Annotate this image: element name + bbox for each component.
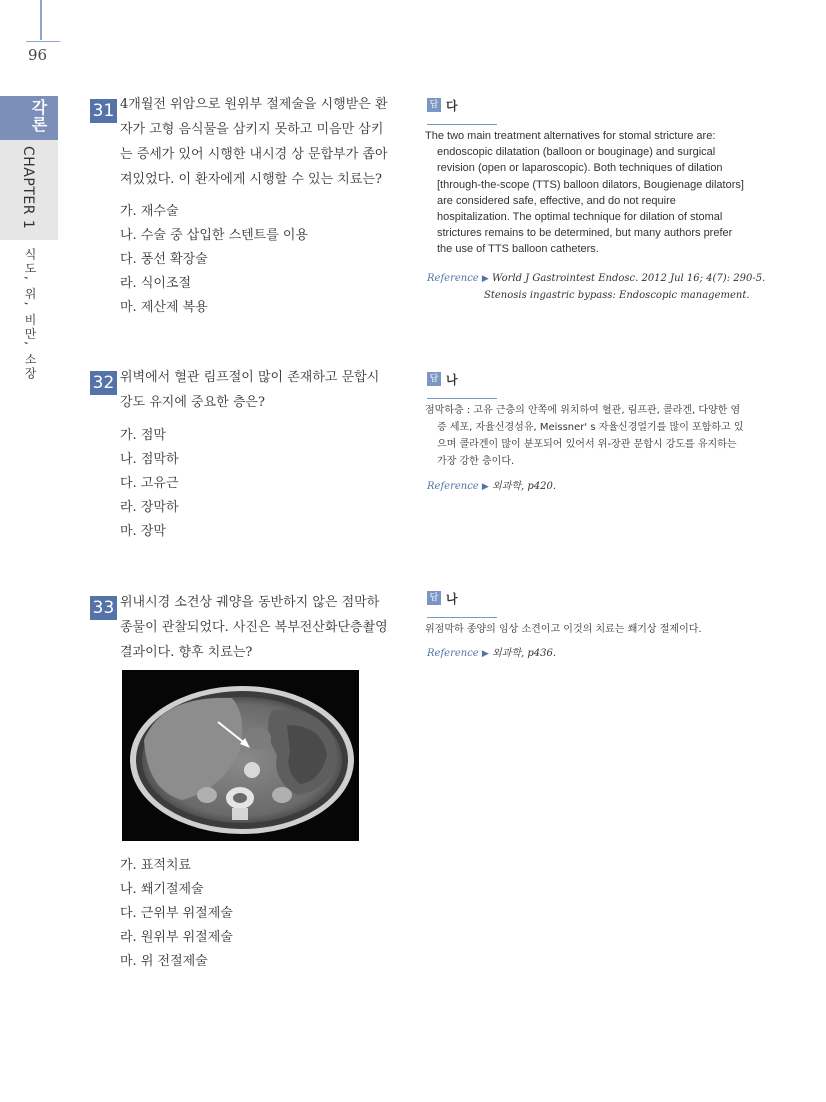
answer-rule [427, 124, 497, 125]
option-item: 마. 위 전절제술 [120, 954, 208, 969]
option-item: 라. 원위부 위절제술 [120, 930, 233, 945]
answer-explanation-33: 위점막하 종양의 임상 소견이고 이것의 치료는 쐐기상 절제이다. [425, 624, 702, 635]
reference-text: 외과학, p420. [492, 481, 557, 492]
answer-explanation-32: 점막하층 : 고유 근층의 안쪽에 위치하여 혈관, 림프관, 콜라겐, 다양한 염증 세포, 자율신경섬유, Meissner' s 자율신경얼기를 많이 포함하고 있으며 콜라겐이 많이 분포되어 있어서 위-장관 문합시 강도를 유지하는 가장 강한 층이다. [425, 405, 744, 467]
question-number-33: 33 [90, 596, 117, 620]
question-text-31: 4개월전 위암으로 원위부 절제술을 시행받은 환자가 고형 음식물을 삼키지 못하고 미음만 삼키는 증세가 있어 시행한 내시경 상 문합부가 좁아져있었다. 이 환자에게 시행할 수 있는 치료는? [120, 97, 388, 187]
option-item: 나. 점막하 [120, 452, 179, 467]
answer-tag: 답 [427, 98, 441, 112]
option-item: 라. 식이조절 [120, 276, 192, 291]
reference-label: Reference [427, 273, 479, 284]
option-item: 다. 풍선 확장술 [120, 252, 208, 267]
page-number-line [40, 0, 42, 40]
option-item: 나. 수술 중 삽입한 스텐트를 이용 [120, 228, 309, 243]
answer-value: 나 [446, 372, 458, 387]
reference-arrow-icon: ▶ [481, 482, 489, 492]
answer-value: 나 [446, 591, 458, 606]
answer-tag: 답 [427, 591, 441, 605]
question-number-31: 31 [90, 99, 117, 123]
ct-scan-image [122, 670, 359, 841]
reference-text: 외과학, p436. [492, 648, 557, 659]
subject-label: 식도, 위, 비만, 소장 [23, 248, 37, 381]
option-list-33 [120, 854, 233, 974]
question-text-33: 위내시경 소견상 궤양을 동반하지 않은 점막하 종물이 관찰되었다. 사진은 복부전산화단층촬영 결과이다. 향후 치료는? [120, 595, 388, 660]
answer-header-32 [427, 369, 458, 389]
ct-scan-graphic [122, 670, 359, 841]
option-item: 가. 표적치료 [120, 858, 192, 873]
reference-label: Reference [427, 481, 479, 492]
answer-rule [427, 617, 497, 618]
option-item: 가. 재수술 [120, 204, 179, 219]
option-list-31 [120, 200, 308, 320]
answer-tag: 답 [427, 372, 441, 386]
option-item: 나. 쐐기절제술 [120, 882, 204, 897]
option-item: 가. 점막 [120, 428, 166, 443]
option-item: 마. 제산제 복용 [120, 300, 208, 315]
reference-32 [427, 478, 556, 496]
reference-33 [427, 645, 556, 663]
reference-arrow-icon: ▶ [481, 274, 489, 284]
page-number-rule [26, 41, 60, 42]
answer-value: 다 [446, 98, 458, 113]
reference-text: World J Gastrointest Endosc. 2012 Jul 16; 4(7): 290-5. [492, 273, 766, 284]
answer-rule [427, 398, 497, 399]
chapter-label: CHAPTER 1 [20, 146, 36, 230]
option-list-32 [120, 424, 179, 544]
reference-label: Reference [427, 648, 479, 659]
answer-explanation-31: The two main treatment alternatives for stomal stricture are: endoscopic dilatation (balloon or bouginage) and surgical revision (open or laparoscopic). Both techniques of dilation [through-the-scope (TTS) balloon dilators, Bougienage dilators] are considered safe, effective, and do not require hospitalization. The optimal technique for dilation of stomal strictures remains to be determined, but many authors prefer the use of TTS balloon catheters. [425, 130, 744, 256]
page-number: 96 [28, 46, 48, 64]
answer-header-31 [427, 95, 458, 115]
side-tab-label: 각론 [29, 99, 48, 133]
answer-header-33 [427, 588, 458, 608]
option-item: 라. 장막하 [120, 500, 179, 515]
question-text-32: 위벽에서 혈관 림프절이 많이 존재하고 문합시 강도 유지에 중요한 층은? [120, 370, 380, 410]
reference-arrow-icon: ▶ [481, 649, 489, 659]
option-item: 마. 장막 [120, 524, 166, 539]
option-item: 다. 고유근 [120, 476, 179, 491]
question-number-32: 32 [90, 371, 117, 395]
option-item: 다. 근위부 위절제술 [120, 906, 233, 921]
reference-31 [427, 270, 765, 288]
reference-line2-31: Stenosis ingastric bypass: Endoscopic management. [484, 290, 750, 301]
